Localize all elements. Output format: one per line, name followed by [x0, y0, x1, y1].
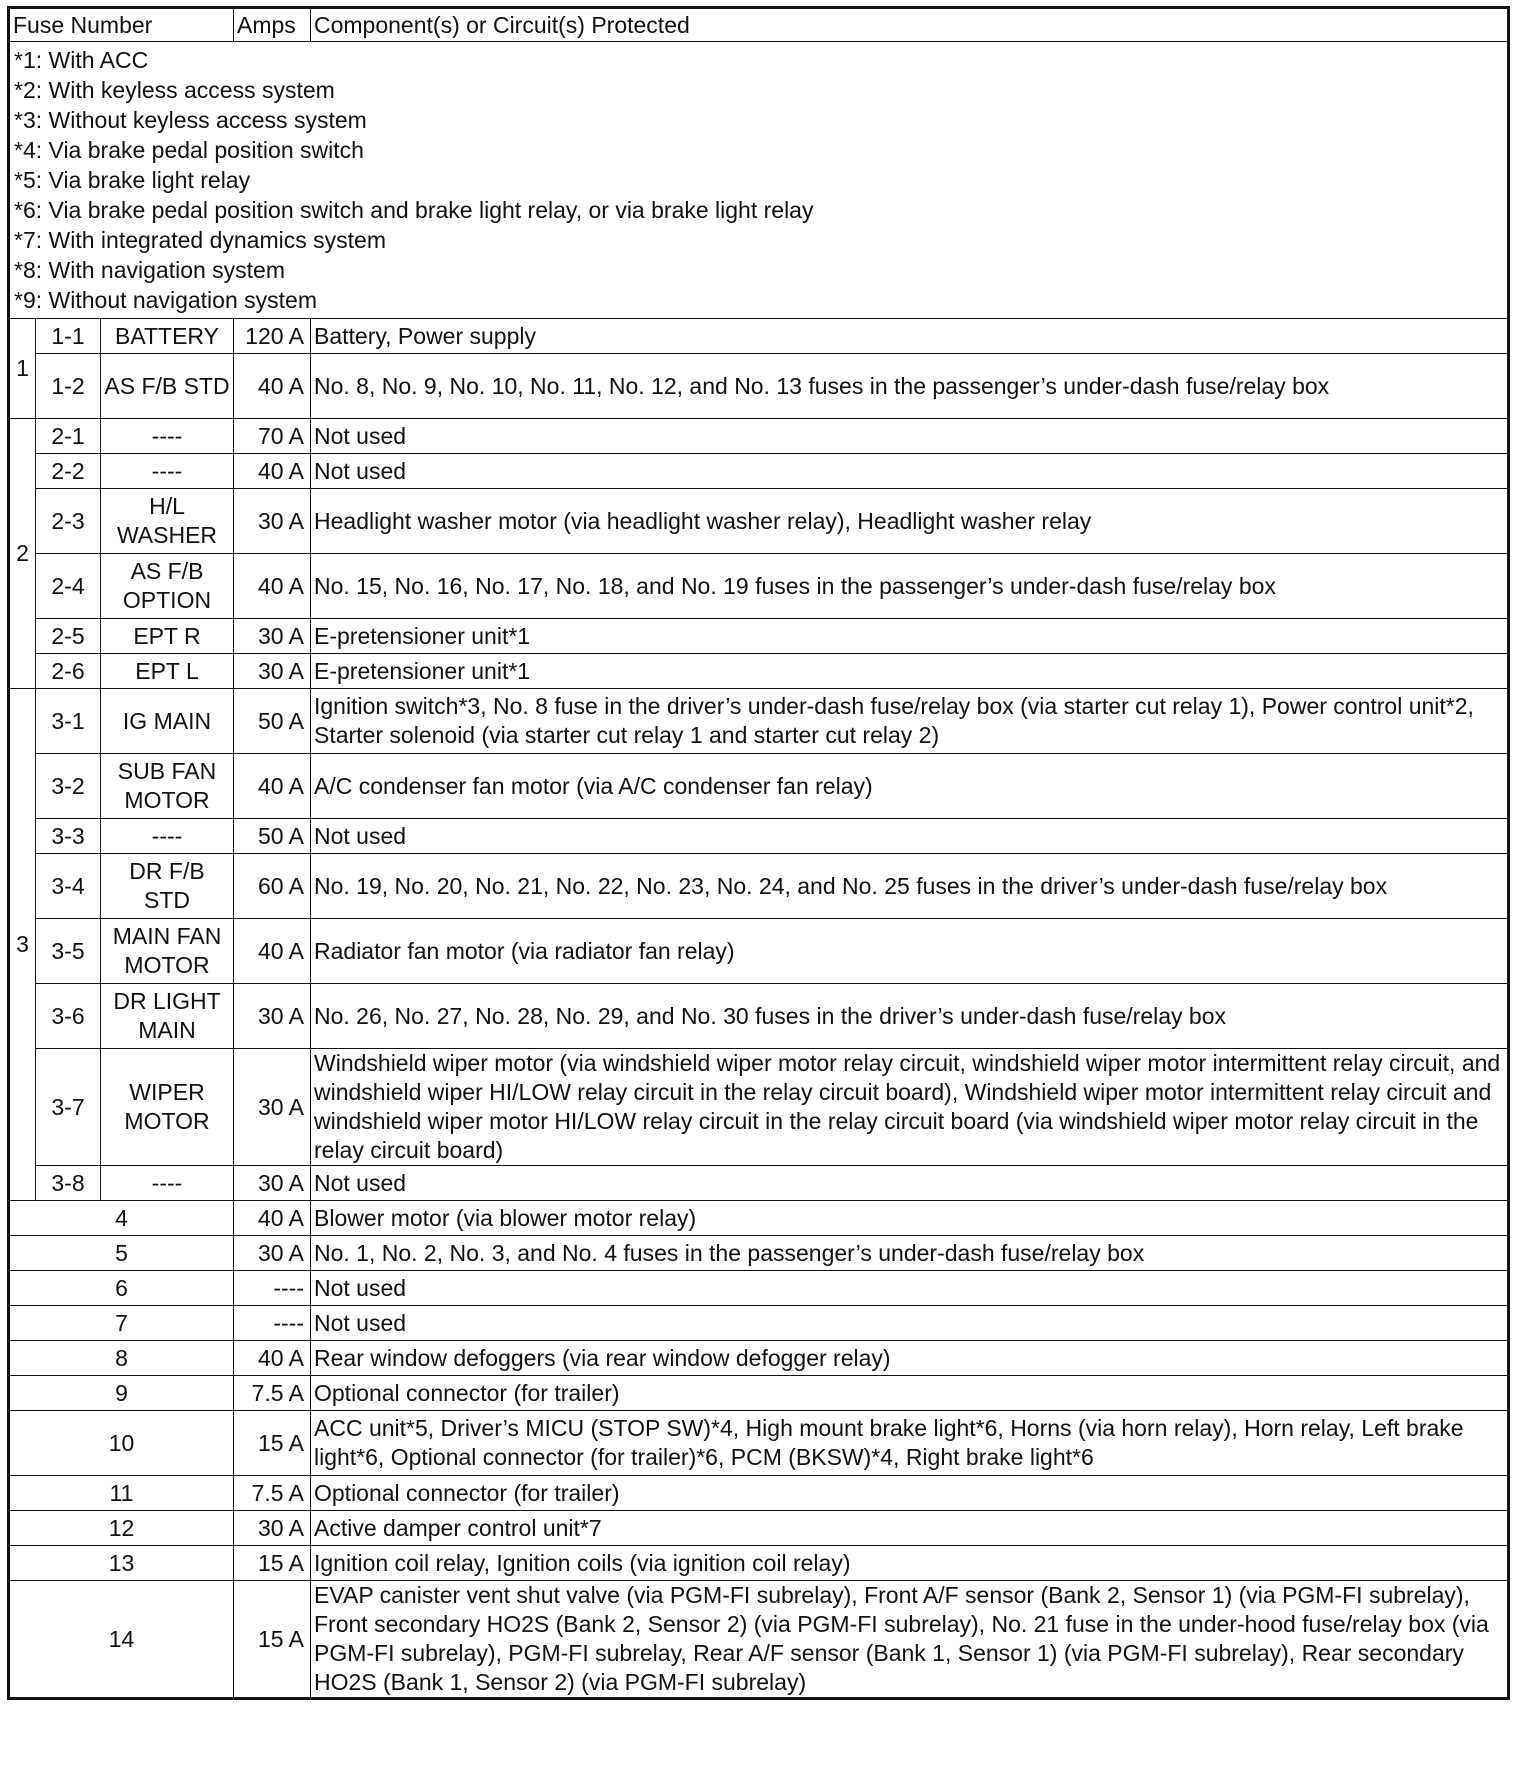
table-row — [9, 654, 1509, 689]
fuse-id: 1-1 — [36, 319, 101, 354]
footnote: *3: Without keyless access system — [14, 107, 367, 133]
table-row — [9, 619, 1509, 654]
table-row — [9, 1236, 1509, 1271]
notes-row — [9, 42, 1509, 319]
fuse-id: 12 — [9, 1511, 234, 1546]
fuse-amps: 40 A — [234, 1201, 311, 1236]
fuse-component: Optional connector (for trailer) — [311, 1376, 1509, 1411]
fuse-amps: 40 A — [234, 354, 311, 419]
table-row — [9, 319, 1509, 354]
footnote: *4: Via brake pedal position switch — [14, 137, 364, 163]
fuse-id: 5 — [9, 1236, 234, 1271]
group-label: 2 — [9, 419, 36, 689]
fuse-amps: 30 A — [234, 654, 311, 689]
fuse-amps: 30 A — [234, 489, 311, 554]
table-row — [9, 1476, 1509, 1511]
fuse-amps: 40 A — [234, 1341, 311, 1376]
fuse-amps: ---- — [234, 1306, 311, 1341]
fuse-table — [7, 6, 1510, 1700]
fuse-component: Not used — [311, 454, 1509, 489]
fuse-name: DR F/B STD — [101, 854, 234, 919]
table-row — [9, 1511, 1509, 1546]
fuse-component: Radiator fan motor (via radiator fan relay) — [311, 919, 1509, 984]
fuse-name: H/L WASHER — [101, 489, 234, 554]
fuse-amps: 30 A — [234, 1166, 311, 1201]
table-row — [9, 1546, 1509, 1581]
fuse-component: Optional connector (for trailer) — [311, 1476, 1509, 1511]
footnote: *8: With navigation system — [14, 257, 286, 283]
fuse-component: Not used — [311, 1271, 1509, 1306]
fuse-amps: 7.5 A — [234, 1376, 311, 1411]
fuse-name: EPT R — [101, 619, 234, 654]
footnote: *6: Via brake pedal position switch and brake light relay, or via brake light relay — [14, 197, 814, 223]
fuse-component: Ignition coil relay, Ignition coils (via ignition coil relay) — [311, 1546, 1509, 1581]
table-row — [9, 419, 1509, 454]
fuse-amps: ---- — [234, 1271, 311, 1306]
fuse-id: 1-2 — [36, 354, 101, 419]
table-row — [9, 754, 1509, 819]
fuse-amps: 50 A — [234, 689, 311, 754]
fuse-id: 10 — [9, 1411, 234, 1476]
table-row — [9, 1166, 1509, 1201]
fuse-amps: 30 A — [234, 1236, 311, 1271]
fuse-component: No. 8, No. 9, No. 10, No. 11, No. 12, and No. 13 fuses in the passenger’s under-dash fuse/relay box — [311, 354, 1509, 419]
fuse-name: EPT L — [101, 654, 234, 689]
table-row — [9, 1581, 1509, 1699]
table-row — [9, 819, 1509, 854]
fuse-component: No. 15, No. 16, No. 17, No. 18, and No. 19 fuses in the passenger’s under-dash fuse/relay box — [311, 554, 1509, 619]
fuse-id: 4 — [9, 1201, 234, 1236]
fuse-component: No. 19, No. 20, No. 21, No. 22, No. 23, No. 24, and No. 25 fuses in the driver’s under-dash fuse/relay box — [311, 854, 1509, 919]
fuse-id: 2-4 — [36, 554, 101, 619]
table-row — [9, 1341, 1509, 1376]
fuse-component: Not used — [311, 419, 1509, 454]
fuse-name: AS F/B STD — [101, 354, 234, 419]
fuse-id: 14 — [9, 1581, 234, 1699]
fuse-id: 3-2 — [36, 754, 101, 819]
fuse-amps: 15 A — [234, 1546, 311, 1581]
fuse-component: EVAP canister vent shut valve (via PGM-FI subrelay), Front A/F sensor (Bank 2, Sensor 1) (via PGM-FI subrelay), Front secondary HO2S (Bank 2, Sensor 2) (via PGM-FI subrelay), No. 21 fuse in the under-hood fuse/relay box (via PGM-FI subrelay), PGM-FI subrelay, Rear A/F sensor (Bank 1, Sensor 1) (via PGM-FI subrelay), Rear secondary HO2S (Bank 1, Sensor 2) (via PGM-FI subrelay) — [311, 1581, 1509, 1699]
fuse-component: Not used — [311, 819, 1509, 854]
fuse-component: Not used — [311, 1306, 1509, 1341]
fuse-id: 2-3 — [36, 489, 101, 554]
footnote: *2: With keyless access system — [14, 77, 335, 103]
fuse-amps: 30 A — [234, 1511, 311, 1546]
table-row — [9, 554, 1509, 619]
table-row — [9, 1049, 1509, 1166]
table-row — [9, 1411, 1509, 1476]
fuse-amps: 15 A — [234, 1411, 311, 1476]
fuse-component: Rear window defoggers (via rear window defogger relay) — [311, 1341, 1509, 1376]
fuse-component: A/C condenser fan motor (via A/C condenser fan relay) — [311, 754, 1509, 819]
fuse-id: 8 — [9, 1341, 234, 1376]
header-amps: Amps — [234, 8, 311, 42]
table-row — [9, 984, 1509, 1049]
fuse-amps: 40 A — [234, 554, 311, 619]
fuse-name: SUB FAN MOTOR — [101, 754, 234, 819]
fuse-name: DR LIGHT MAIN — [101, 984, 234, 1049]
fuse-amps: 40 A — [234, 919, 311, 984]
fuse-id: 3-1 — [36, 689, 101, 754]
fuse-component: Windshield wiper motor (via windshield wiper motor relay circuit, windshield wiper motor intermittent relay circuit, and windshield wiper HI/LOW relay circuit in the relay circuit board), Windshield wiper motor intermittent relay circuit and windshield wiper motor HI/LOW relay circuit in the relay circuit board (via windshield wiper motor relay circuit in the relay circuit board) — [311, 1049, 1509, 1166]
table-row — [9, 854, 1509, 919]
fuse-component: Ignition switch*3, No. 8 fuse in the driver’s under-dash fuse/relay box (via starter cut relay 1), Power control unit*2, Starter solenoid (via starter cut relay 1 and starter cut relay 2) — [311, 689, 1509, 754]
fuse-amps: 40 A — [234, 754, 311, 819]
header-component: Component(s) or Circuit(s) Protected — [311, 8, 1509, 42]
fuse-id: 11 — [9, 1476, 234, 1511]
footnotes — [9, 42, 1509, 319]
table-row — [9, 489, 1509, 554]
fuse-id: 3-6 — [36, 984, 101, 1049]
fuse-amps: 50 A — [234, 819, 311, 854]
table-row — [9, 1271, 1509, 1306]
fuse-name: AS F/B OPTION — [101, 554, 234, 619]
footnote: *5: Via brake light relay — [14, 167, 251, 193]
fuse-name: WIPER MOTOR — [101, 1049, 234, 1166]
fuse-name: BATTERY — [101, 319, 234, 354]
fuse-name: ---- — [101, 454, 234, 489]
table-row — [9, 1376, 1509, 1411]
table-row — [9, 1306, 1509, 1341]
fuse-name: ---- — [101, 1166, 234, 1201]
fuse-id: 9 — [9, 1376, 234, 1411]
fuse-name: ---- — [101, 419, 234, 454]
fuse-amps: 15 A — [234, 1581, 311, 1699]
fuse-component: Headlight washer motor (via headlight washer relay), Headlight washer relay — [311, 489, 1509, 554]
fuse-component: E-pretensioner unit*1 — [311, 654, 1509, 689]
fuse-amps: 7.5 A — [234, 1476, 311, 1511]
fuse-id: 3-8 — [36, 1166, 101, 1201]
table-row — [9, 919, 1509, 984]
header-fuse-number: Fuse Number — [9, 8, 234, 42]
fuse-id: 7 — [9, 1306, 234, 1341]
fuse-component: Not used — [311, 1166, 1509, 1201]
fuse-id: 6 — [9, 1271, 234, 1306]
group-label: 1 — [9, 319, 36, 419]
fuse-id: 2-6 — [36, 654, 101, 689]
footnote: *1: With ACC — [14, 47, 149, 73]
fuse-id: 3-3 — [36, 819, 101, 854]
fuse-component: ACC unit*5, Driver’s MICU (STOP SW)*4, High mount brake light*6, Horns (via horn relay), Horn relay, Left brake light*6, Optional connector (for trailer)*6, PCM (BKSW)*4, Right brake light*6 — [311, 1411, 1509, 1476]
table-row — [9, 689, 1509, 754]
fuse-id: 3-7 — [36, 1049, 101, 1166]
footnote: *9: Without navigation system — [14, 287, 317, 313]
fuse-id: 3-5 — [36, 919, 101, 984]
fuse-name: MAIN FAN MOTOR — [101, 919, 234, 984]
fuse-id: 13 — [9, 1546, 234, 1581]
fuse-amps: 40 A — [234, 454, 311, 489]
table-row — [9, 1201, 1509, 1236]
fuse-name: ---- — [101, 819, 234, 854]
fuse-component: E-pretensioner unit*1 — [311, 619, 1509, 654]
fuse-amps: 70 A — [234, 419, 311, 454]
fuse-amps: 30 A — [234, 984, 311, 1049]
fuse-amps: 30 A — [234, 619, 311, 654]
table-row — [9, 454, 1509, 489]
fuse-component: Battery, Power supply — [311, 319, 1509, 354]
fuse-amps: 30 A — [234, 1049, 311, 1166]
fuse-name: IG MAIN — [101, 689, 234, 754]
fuse-id: 2-2 — [36, 454, 101, 489]
table-row — [9, 354, 1509, 419]
fuse-amps: 60 A — [234, 854, 311, 919]
fuse-component: No. 1, No. 2, No. 3, and No. 4 fuses in the passenger’s under-dash fuse/relay box — [311, 1236, 1509, 1271]
fuse-component: Active damper control unit*7 — [311, 1511, 1509, 1546]
fuse-component: No. 26, No. 27, No. 28, No. 29, and No. 30 fuses in the driver’s under-dash fuse/relay box — [311, 984, 1509, 1049]
group-label: 3 — [9, 689, 36, 1201]
header-row — [9, 8, 1509, 42]
fuse-id: 2-5 — [36, 619, 101, 654]
fuse-id: 3-4 — [36, 854, 101, 919]
fuse-amps: 120 A — [234, 319, 311, 354]
fuse-id: 2-1 — [36, 419, 101, 454]
footnote: *7: With integrated dynamics system — [14, 227, 386, 253]
fuse-component: Blower motor (via blower motor relay) — [311, 1201, 1509, 1236]
